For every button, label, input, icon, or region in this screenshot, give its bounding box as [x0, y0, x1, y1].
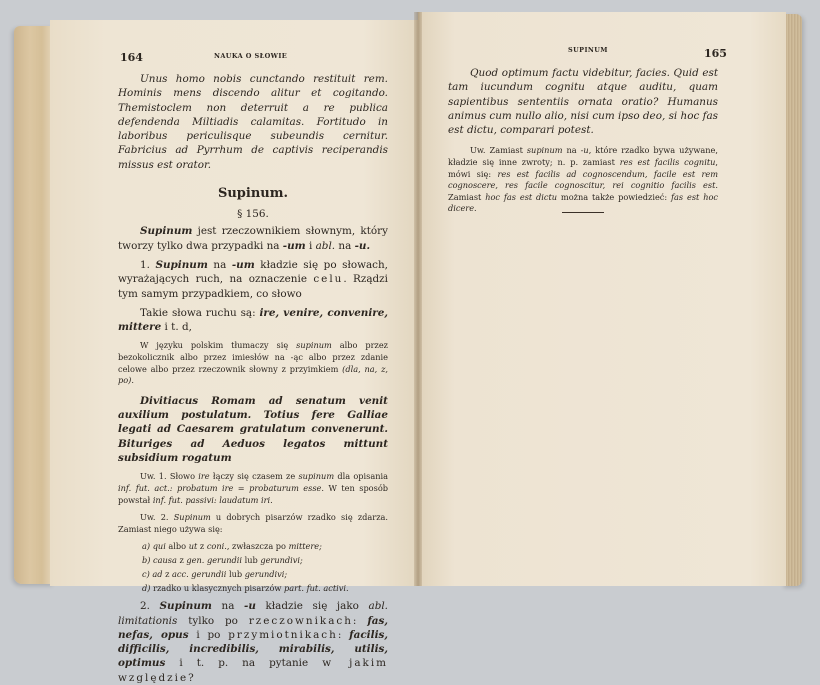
page-number-left: 164	[120, 51, 143, 64]
list-item: c) ad z acc. gerundii lub gerundivi;	[142, 569, 288, 580]
section-number: § 156.	[237, 208, 269, 221]
book-gutter	[414, 12, 422, 586]
remark-right: Uw. Zamiast supinum na -u, które rzadko bywa używane, kładzie się inne zwroty; n. p. zamiast res est facilis cognitu, mówi się: res est facilis ad cognoscendum, facile est rem cognoscere, res facile cognoscitur, rei cognitio facilis est. Zamiast hoc fas est dictu można także powiedzieć: fas est hoc dicere.	[448, 145, 718, 214]
latin-examples: Divitiacus Romam ad senatum venit auxilium postulatum. Totius fere Galliae legati ad Caesarem gratulatum convenerunt. Bituriges ad Aeduos legatos mittunt subsidium rogatum	[118, 394, 388, 465]
list-item: a) qui albo ut z coni., zwłaszcza po mittere;	[142, 541, 322, 552]
list-item: b) causa z gen. gerundii lub gerundivi;	[142, 555, 303, 566]
running-head-left: NAUKA O SŁOWIE	[214, 52, 288, 60]
page-number-right: 165	[704, 47, 727, 60]
intro-latin-right: Quod optimum factu videbitur, facies. Quid est tam iucundum cognitu atque auditu, quam sapientibus sententiis ornata oratio? Humanus animus cum nullo alio, nisi cum ipso deo, si hoc fas est dictu, comparari potest.	[448, 67, 718, 137]
list-item: d) rzadko u klasycznych pisarzów part. fut. activi.	[142, 583, 349, 594]
section-end-rule	[562, 212, 604, 213]
left-page-body	[118, 72, 388, 685]
alternatives-list	[118, 539, 388, 595]
book-page-edges-left	[14, 26, 54, 584]
motion-verbs-paragraph: Takie słowa ruchu są: ire, venire, convenire, mittere i t. d,	[118, 306, 389, 334]
right-page-body	[448, 66, 718, 215]
running-head-right: SUPINUM	[568, 46, 608, 54]
section-title: Supinum.	[217, 186, 289, 202]
remark-1: Uw. 1. Słowo ire łączy się czasem ze supinum dla opisania inf. fut. act.: probatum ire = probaturum esse. W ten sposób powstał inf. fut. passivi: laudatum iri.	[118, 471, 388, 505]
polish-translation-note: W języku polskim tłumaczy się supinum albo przez bezokolicznik albo przez imiesłów na -ąc albo przez zdanie celowe albo przez rzeczownik słowny z przyimkiem (dla, na, z, po).	[118, 340, 389, 386]
remark-2: Uw. 2. Supinum u dobrych pisarzów rzadko się zdarza. Zamiast niego używa się:	[118, 512, 389, 534]
intro-latin-left: Unus homo nobis cunctando restituit rem. Hominis mens discendo alitur et cogitando. Themistoclem non deterruit a re publica defendenda Miltiadis calamitas. Fortitudo in laboribus periculisque subeundis cernitur. Fabricius ad Pyrrhum de captivis reciperandis missus est orator.	[118, 73, 388, 171]
rule-1-paragraph: 1. Supinum na -um kładzie się po słowach, wyrażających ruch, na oznaczenie celu. Rządzi tym samym przypadkiem, co słowo	[118, 258, 388, 300]
rule-2-paragraph: 2. Supinum na -u kładzie się jako abl. limitationis tylko po rzeczownikach: fas, nefas, opus i po przymiotnikach: facilis, difficilis, incredibilis, mirabilis, utilis, optimus i t. p. na pytanie w jakim względzie?	[118, 600, 388, 684]
definition-paragraph: Supinum jest rzeczownikiem słownym, który tworzy tylko dwa przypadki na -um i abl. na -u.	[118, 225, 388, 252]
